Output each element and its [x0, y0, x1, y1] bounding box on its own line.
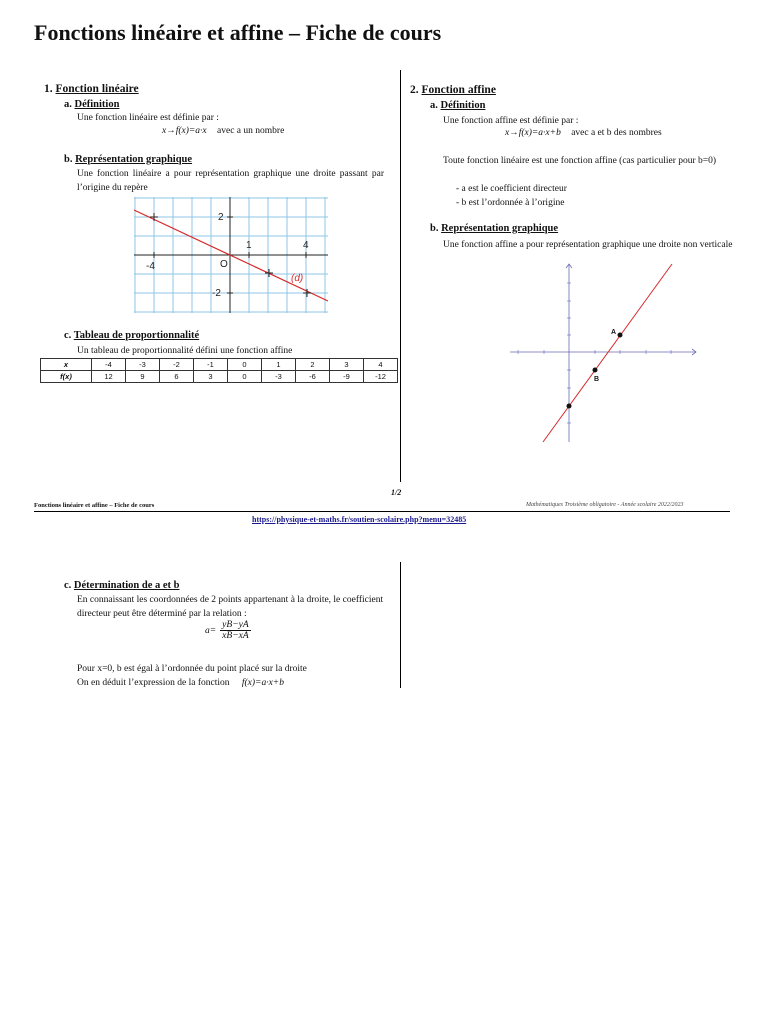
footer-title: Fonctions linéaire et affine – Fiche de cours	[34, 502, 155, 509]
tick-label-y2: 2	[218, 212, 224, 223]
section-1a-text: Une fonction linéaire est définie par :	[77, 113, 219, 123]
table-cell: -9	[330, 371, 364, 383]
section-2-bullet-a: - a est le coefficient directeur	[456, 184, 567, 194]
affine-function-graph	[508, 262, 698, 444]
tick-label-xm4: -4	[146, 261, 155, 272]
section-2a-formula: x→f(x)=a·x+b avec a et b des nombres	[505, 128, 662, 138]
point-a-label: A	[611, 329, 617, 336]
table-row	[41, 359, 398, 371]
section-2c-line2: On en déduit l’expression de la fonction f(x)=a·x+b	[77, 678, 284, 688]
linear-function-graph	[134, 197, 328, 313]
table-header: f(x)	[41, 371, 92, 383]
section-1b-text: Une fonction linéaire a pour représentation graphique une droite passant par l’origine du repère	[77, 169, 384, 193]
table-cell: 12	[92, 371, 126, 383]
slope-formula: a= $\frac{yB-yA}{xB-xA}$	[205, 620, 249, 641]
section-2a-heading: a. Définition	[430, 100, 486, 111]
tick-label-x4: 4	[303, 240, 309, 251]
section-2c-text: En connaissant les coordonnées de 2 points appartenant à la droite, le coefficient directeur peut être déterminé par la relation :	[77, 595, 384, 619]
section-2c-line1: Pour x=0, b est égal à l’ordonnée du point placé sur la droite	[77, 664, 307, 674]
origin-label: O	[220, 259, 228, 270]
table-cell: -3	[262, 371, 296, 383]
affine-line	[543, 264, 672, 442]
section-1b-heading: b. Représentation graphique	[64, 154, 193, 165]
table-cell: 3	[194, 371, 228, 383]
table-cell: 3	[330, 359, 364, 371]
table-cell: 1	[262, 359, 296, 371]
section-1-heading: 1. Fonction linéaire	[44, 83, 139, 95]
line-d-label: (d)	[291, 273, 304, 284]
table-cell: -3	[126, 359, 160, 371]
table-cell: 0	[228, 359, 262, 371]
table-cell: 2	[296, 359, 330, 371]
footer-school-year: Mathématiques Troisième obligatoire - Année scolaire 2022/2023	[526, 502, 684, 508]
table-cell: -1	[194, 359, 228, 371]
tick-label-x1: 1	[246, 240, 252, 251]
section-2-bullet-b: - b est l’ordonnée à l’origine	[456, 198, 565, 208]
table-cell: -12	[364, 371, 398, 383]
section-2b-text: Une fonction affine a pour représentation graphique une droite non verticale	[443, 240, 733, 250]
table-cell: 9	[126, 371, 160, 383]
table-row	[41, 371, 398, 383]
page-title: Fonctions linéaire et affine – Fiche de cours	[34, 20, 442, 45]
table-cell: -2	[160, 359, 194, 371]
column-divider	[400, 70, 401, 482]
table-cell: 0	[228, 371, 262, 383]
point-b-label: B	[594, 376, 600, 383]
table-header: x	[41, 359, 92, 371]
section-2c-heading: c. Détermination de a et b	[64, 580, 180, 591]
tick-label-ym2: -2	[212, 288, 221, 299]
section-2-heading: 2. Fonction affine	[410, 84, 496, 96]
table-cell: 6	[160, 371, 194, 383]
section-2b-heading: b. Représentation graphique	[430, 223, 559, 234]
table-cell: -6	[296, 371, 330, 383]
point-intercept	[567, 404, 572, 409]
column-divider-page2	[400, 562, 401, 688]
section-1c-text: Un tableau de proportionnalité défini une fonction affine	[77, 346, 293, 356]
point-b	[593, 368, 598, 373]
proportionality-table	[40, 358, 398, 383]
point-a	[618, 333, 623, 338]
section-1a-heading: a. Définition	[64, 99, 120, 110]
footer-rule	[34, 511, 730, 512]
table-cell: 4	[364, 359, 398, 371]
section-2-note: Toute fonction linéaire est une fonction affine (cas particulier pour b=0)	[443, 156, 717, 166]
section-2a-text: Une fonction affine est définie par :	[443, 116, 579, 126]
page-number: 1/2	[391, 488, 402, 497]
section-1a-formula: x→f(x)=a·x avec a un nombre	[162, 126, 285, 136]
section-1c-heading: c. Tableau de proportionnalité	[64, 330, 200, 341]
source-link[interactable]: https://physique-et-maths.fr/soutien-scolaire.php?menu=32485	[252, 515, 467, 524]
table-cell: -4	[92, 359, 126, 371]
